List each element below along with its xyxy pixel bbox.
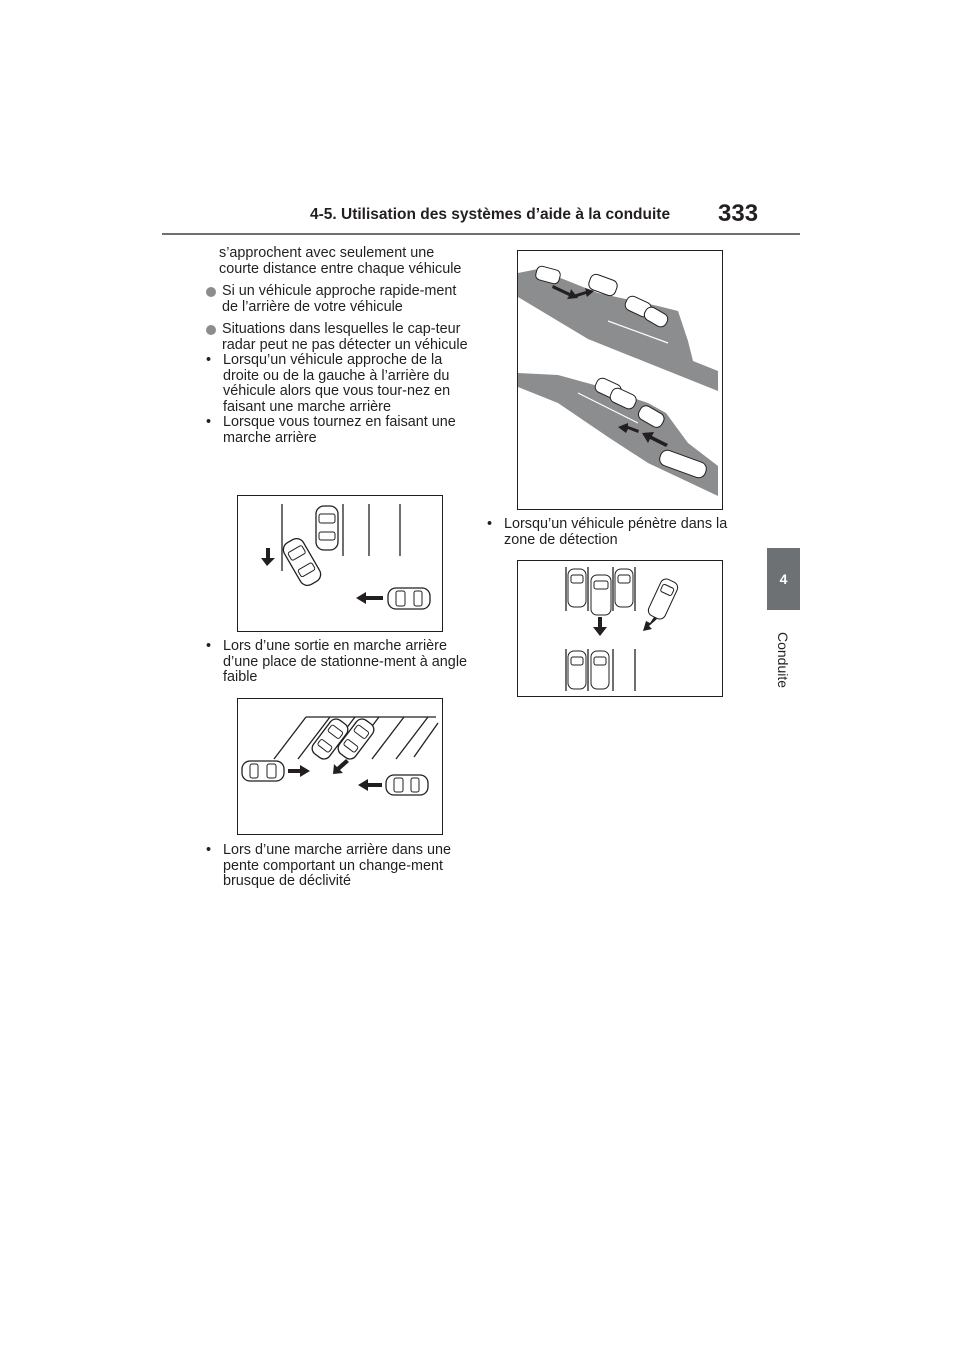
sub-bullet-icon: • bbox=[206, 352, 212, 368]
sub-bullet-icon: • bbox=[206, 842, 212, 858]
bullet-dot-icon bbox=[206, 325, 216, 335]
chapter-tab[interactable]: 4 bbox=[767, 548, 800, 610]
caption-detection-zone: • Lorsqu’un véhicule pénètre dans la zone de détection bbox=[487, 516, 728, 548]
car-icon bbox=[568, 651, 586, 689]
sub-bullet-icon: • bbox=[206, 414, 212, 430]
caption-angled-parking: • Lors d’une sortie en marche arrière d’une place de stationne-ment à angle faible bbox=[206, 638, 468, 685]
bullet-dot-icon bbox=[206, 287, 216, 297]
car-icon bbox=[568, 569, 586, 607]
sub-bullet-icon: • bbox=[206, 638, 212, 654]
car-icon bbox=[591, 651, 609, 689]
page-header-title: 4-5. Utilisation des systèmes d’aide à la conduite bbox=[310, 206, 671, 223]
chapter-side-label: Conduite bbox=[775, 631, 791, 689]
arrow-icon bbox=[643, 617, 657, 631]
arrow-icon bbox=[261, 548, 275, 566]
figure-angled-parking bbox=[237, 698, 443, 835]
figure-detection-zone bbox=[517, 560, 723, 697]
arrow-icon bbox=[288, 765, 310, 777]
continuation-text: s’approchent avec seulement une courte distance entre chaque véhicule bbox=[219, 245, 462, 277]
car-icon bbox=[615, 569, 633, 607]
figure-reverse-turn bbox=[237, 495, 443, 632]
header-rule bbox=[162, 233, 800, 235]
car-icon bbox=[388, 588, 430, 609]
caption-slope-change: • Lors d’une marche arrière dans une pente comportant un change-ment brusque de déclivité bbox=[206, 842, 451, 889]
bullet-item: Situations dans lesquelles le cap-teur radar peut ne pas détecter un véhicule bbox=[204, 322, 469, 353]
car-icon bbox=[242, 761, 284, 781]
figure-slope-change bbox=[517, 250, 723, 510]
car-icon bbox=[386, 775, 428, 795]
car-icon bbox=[646, 577, 679, 621]
bullet-item: Si un véhicule approche rapide-ment de l’arrière de votre véhicule bbox=[204, 284, 469, 315]
sub-item: • Lorsqu’un véhicule approche de la droite ou de la gauche à l’arrière du véhicule alors que vous tour-nez en faisant une marche arrière bbox=[206, 352, 451, 415]
left-column-text bbox=[204, 246, 469, 446]
arrow-icon bbox=[358, 779, 382, 791]
arrow-icon bbox=[593, 617, 607, 636]
car-icon bbox=[316, 506, 338, 550]
sub-item: • Lorsque vous tournez en faisant une marche arrière bbox=[206, 414, 456, 446]
arrow-icon bbox=[356, 592, 383, 604]
sub-bullet-icon: • bbox=[487, 516, 493, 532]
car-icon bbox=[591, 575, 611, 615]
page-number: 333 bbox=[718, 200, 759, 227]
arrow-icon bbox=[333, 759, 349, 774]
